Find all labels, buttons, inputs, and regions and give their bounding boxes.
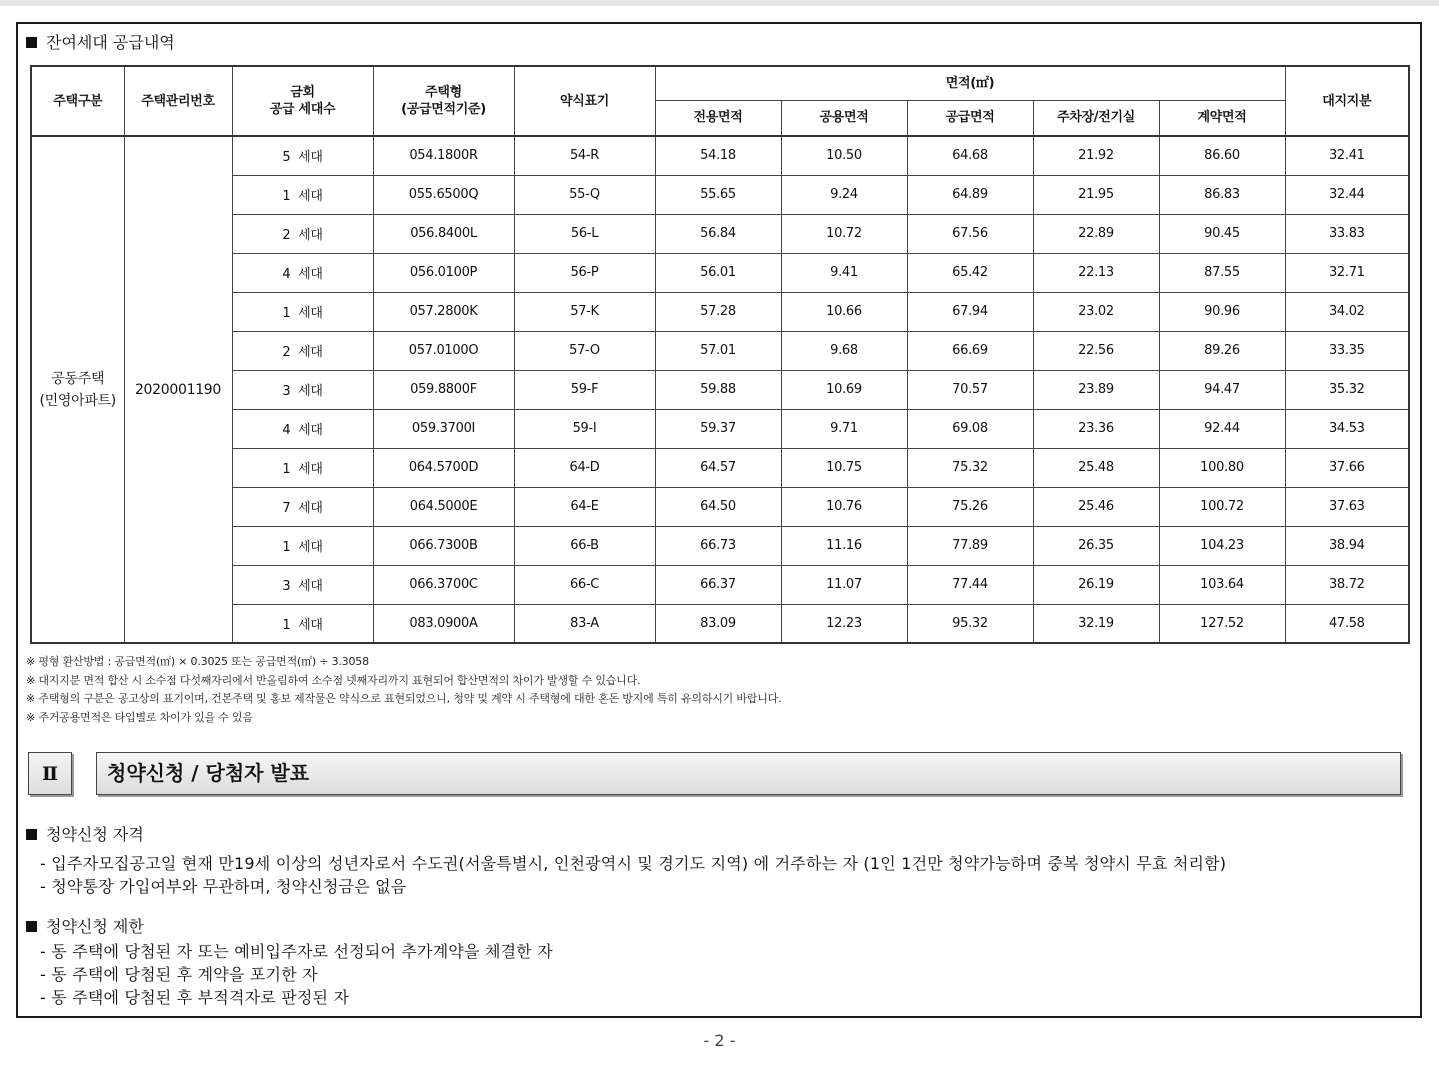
col-header-model: 주택형 (공급면적기준) (373, 66, 514, 136)
cell-exclusive: 83.09 (655, 604, 781, 643)
table-row (31, 214, 1409, 253)
cell-model: 056.8400L (373, 214, 514, 253)
cell-units: 5 세대 (232, 136, 373, 175)
table-row (31, 370, 1409, 409)
cell-units: 4 세대 (232, 409, 373, 448)
cell-supply: 95.32 (907, 604, 1033, 643)
col-header-type: 주택구분 (31, 66, 124, 136)
supply-heading-text: 잔여세대 공급내역 (46, 33, 175, 52)
square-bullet-icon (26, 829, 37, 840)
notes (26, 653, 781, 727)
cell-model: 064.5000E (373, 487, 514, 526)
cell-model: 055.6500Q (373, 175, 514, 214)
list-item: - 입주자모집공고일 현재 만19세 이상의 성년자로서 수도권(서울특별시, 인천광역시 및 경기도 지역) 에 거주하는 자 (1인 1건만 청약가능하며 중복 청약시 무효 처리함) (40, 854, 1227, 873)
table-row (31, 331, 1409, 370)
square-bullet-icon (26, 37, 37, 48)
cell-exclusive: 56.84 (655, 214, 781, 253)
cell-supply: 75.32 (907, 448, 1033, 487)
table-row (31, 409, 1409, 448)
cell-supply: 67.56 (907, 214, 1033, 253)
cell-mgmt-no: 2020001190 (124, 136, 232, 643)
cell-units: 4 세대 (232, 253, 373, 292)
cell-supply: 75.26 (907, 487, 1033, 526)
cell-exclusive: 66.73 (655, 526, 781, 565)
col-header-common: 공용면적 (781, 100, 907, 136)
col-header-contract: 계약면적 (1159, 100, 1285, 136)
table-row (31, 136, 1409, 175)
cell-exclusive: 64.57 (655, 448, 781, 487)
cell-abbr: 54-R (514, 136, 655, 175)
cell-supply: 77.89 (907, 526, 1033, 565)
cell-exclusive: 59.88 (655, 370, 781, 409)
cell-model: 054.1800R (373, 136, 514, 175)
col-header-mgmt-no: 주택관리번호 (124, 66, 232, 136)
note-line: ※ 주택형의 구분은 공고상의 표기이며, 건본주택 및 홍보 제작물은 약식으로 표현되었으니, 청약 및 계약 시 주택형에 대한 혼돈 방지에 특히 유의하시기 바랍니다. (26, 692, 782, 705)
col-header-exclusive: 전용면적 (655, 100, 781, 136)
cell-common: 9.24 (781, 175, 907, 214)
cell-land: 38.72 (1285, 565, 1409, 604)
cell-common: 10.75 (781, 448, 907, 487)
cell-land: 34.02 (1285, 292, 1409, 331)
list-item: - 동 주택에 당첨된 자 또는 예비입주자로 선정되어 추가계약을 체결한 자 (40, 942, 553, 961)
cell-parking: 23.36 (1033, 409, 1159, 448)
cell-contract: 94.47 (1159, 370, 1285, 409)
cell-abbr: 66-B (514, 526, 655, 565)
cell-supply: 77.44 (907, 565, 1033, 604)
table-row (31, 292, 1409, 331)
cell-units: 1 세대 (232, 526, 373, 565)
table-row (31, 448, 1409, 487)
cell-common: 9.68 (781, 331, 907, 370)
cell-housing-type: 공동주택 (민영아파트) (31, 136, 124, 643)
table-row (31, 253, 1409, 292)
cell-model: 059.8800F (373, 370, 514, 409)
col-header-land: 대지지분 (1285, 66, 1409, 136)
cell-abbr: 83-A (514, 604, 655, 643)
col-header-abbr: 약식표기 (514, 66, 655, 136)
cell-exclusive: 56.01 (655, 253, 781, 292)
cell-parking: 26.19 (1033, 565, 1159, 604)
cell-abbr: 57-K (514, 292, 655, 331)
cell-model: 066.7300B (373, 526, 514, 565)
cell-parking: 25.46 (1033, 487, 1159, 526)
cell-supply: 67.94 (907, 292, 1033, 331)
cell-common: 9.41 (781, 253, 907, 292)
cell-units: 1 세대 (232, 448, 373, 487)
cell-land: 47.58 (1285, 604, 1409, 643)
note-line: ※ 평형 환산방법 : 공급면적(㎡) × 0.3025 또는 공급면적(㎡) ÷ 3.3058 (26, 655, 369, 668)
cell-model: 056.0100P (373, 253, 514, 292)
cell-model: 064.5700D (373, 448, 514, 487)
cell-supply: 69.08 (907, 409, 1033, 448)
restriction-list (40, 940, 553, 1009)
cell-common: 9.71 (781, 409, 907, 448)
restriction-heading: 청약신청 제한 (26, 917, 144, 937)
list-item: - 동 주택에 당첨된 후 부적격자로 판정된 자 (40, 988, 350, 1007)
cell-model: 057.0100O (373, 331, 514, 370)
cell-parking: 23.02 (1033, 292, 1159, 331)
cell-exclusive: 55.65 (655, 175, 781, 214)
qualification-heading: 청약신청 자격 (26, 825, 144, 845)
cell-parking: 22.13 (1033, 253, 1159, 292)
list-item: - 동 주택에 당첨된 후 계약을 포기한 자 (40, 965, 318, 984)
cell-common: 12.23 (781, 604, 907, 643)
col-header-area-group: 면적(㎡) (655, 66, 1285, 100)
cell-common: 10.50 (781, 136, 907, 175)
col-header-supply: 공급면적 (907, 100, 1033, 136)
cell-common: 11.07 (781, 565, 907, 604)
cell-land: 34.53 (1285, 409, 1409, 448)
cell-units: 1 세대 (232, 292, 373, 331)
cell-common: 10.69 (781, 370, 907, 409)
cell-units: 1 세대 (232, 175, 373, 214)
col-header-units: 금회 공급 세대수 (232, 66, 373, 136)
cell-land: 32.71 (1285, 253, 1409, 292)
table-row (31, 604, 1409, 643)
cell-supply: 65.42 (907, 253, 1033, 292)
cell-units: 2 세대 (232, 214, 373, 253)
cell-model: 083.0900A (373, 604, 514, 643)
cell-abbr: 57-O (514, 331, 655, 370)
cell-land: 32.41 (1285, 136, 1409, 175)
cell-units: 2 세대 (232, 331, 373, 370)
cell-common: 10.72 (781, 214, 907, 253)
cell-land: 32.44 (1285, 175, 1409, 214)
cell-abbr: 66-C (514, 565, 655, 604)
cell-contract: 90.96 (1159, 292, 1285, 331)
cell-parking: 23.89 (1033, 370, 1159, 409)
table-body (31, 136, 1409, 643)
cell-exclusive: 66.37 (655, 565, 781, 604)
cell-contract: 100.80 (1159, 448, 1285, 487)
square-bullet-icon (26, 921, 37, 932)
cell-abbr: 59-F (514, 370, 655, 409)
cell-abbr: 64-D (514, 448, 655, 487)
cell-units: 7 세대 (232, 487, 373, 526)
cell-land: 37.66 (1285, 448, 1409, 487)
cell-contract: 86.83 (1159, 175, 1285, 214)
cell-land: 33.83 (1285, 214, 1409, 253)
cell-supply: 70.57 (907, 370, 1033, 409)
cell-units: 3 세대 (232, 370, 373, 409)
cell-land: 33.35 (1285, 331, 1409, 370)
cell-abbr: 55-Q (514, 175, 655, 214)
table-row (31, 175, 1409, 214)
table-row (31, 565, 1409, 604)
col-header-parking: 주차장/전기실 (1033, 100, 1159, 136)
cell-model: 057.2800K (373, 292, 514, 331)
cell-contract: 100.72 (1159, 487, 1285, 526)
cell-contract: 92.44 (1159, 409, 1285, 448)
cell-abbr: 56-P (514, 253, 655, 292)
cell-exclusive: 57.01 (655, 331, 781, 370)
cell-abbr: 56-L (514, 214, 655, 253)
table-header (31, 66, 1409, 136)
qualification-list (40, 852, 1226, 898)
note-line: ※ 대지지분 면적 합산 시 소수점 다섯째자리에서 반올림하여 소수점 넷째자리까지 표현되어 합산면적의 차이가 발생할 수 있습니다. (26, 673, 641, 687)
cell-land: 35.32 (1285, 370, 1409, 409)
cell-parking: 21.95 (1033, 175, 1159, 214)
cell-land: 38.94 (1285, 526, 1409, 565)
cell-parking: 32.19 (1033, 604, 1159, 643)
cell-exclusive: 57.28 (655, 292, 781, 331)
list-item: - 청약통장 가입여부와 무관하며, 청약신청금은 없음 (40, 877, 407, 896)
cell-contract: 103.64 (1159, 565, 1285, 604)
cell-exclusive: 64.50 (655, 487, 781, 526)
cell-common: 11.16 (781, 526, 907, 565)
cell-parking: 22.89 (1033, 214, 1159, 253)
section-number-box: Ⅱ (28, 752, 72, 795)
table-row (31, 487, 1409, 526)
top-rule (0, 0, 1439, 6)
cell-contract: 86.60 (1159, 136, 1285, 175)
cell-contract: 87.55 (1159, 253, 1285, 292)
page-number: - 2 - (703, 1031, 736, 1050)
cell-supply: 64.68 (907, 136, 1033, 175)
cell-common: 10.66 (781, 292, 907, 331)
cell-supply: 66.69 (907, 331, 1033, 370)
cell-units: 3 세대 (232, 565, 373, 604)
cell-exclusive: 54.18 (655, 136, 781, 175)
supply-table (30, 65, 1410, 644)
cell-units: 1 세대 (232, 604, 373, 643)
cell-model: 066.3700C (373, 565, 514, 604)
cell-supply: 64.89 (907, 175, 1033, 214)
supply-heading (26, 33, 175, 53)
cell-contract: 104.23 (1159, 526, 1285, 565)
table-row (31, 526, 1409, 565)
cell-model: 059.3700I (373, 409, 514, 448)
cell-land: 37.63 (1285, 487, 1409, 526)
cell-abbr: 59-I (514, 409, 655, 448)
cell-parking: 25.48 (1033, 448, 1159, 487)
cell-contract: 90.45 (1159, 214, 1285, 253)
cell-parking: 21.92 (1033, 136, 1159, 175)
cell-contract: 89.26 (1159, 331, 1285, 370)
section-title-box: 청약신청 / 당첨자 발표 (96, 752, 1401, 795)
note-line: ※ 주거공용면적은 타입별로 차이가 있을 수 있음 (26, 710, 253, 724)
cell-parking: 26.35 (1033, 526, 1159, 565)
cell-exclusive: 59.37 (655, 409, 781, 448)
cell-parking: 22.56 (1033, 331, 1159, 370)
cell-common: 10.76 (781, 487, 907, 526)
cell-contract: 127.52 (1159, 604, 1285, 643)
cell-abbr: 64-E (514, 487, 655, 526)
